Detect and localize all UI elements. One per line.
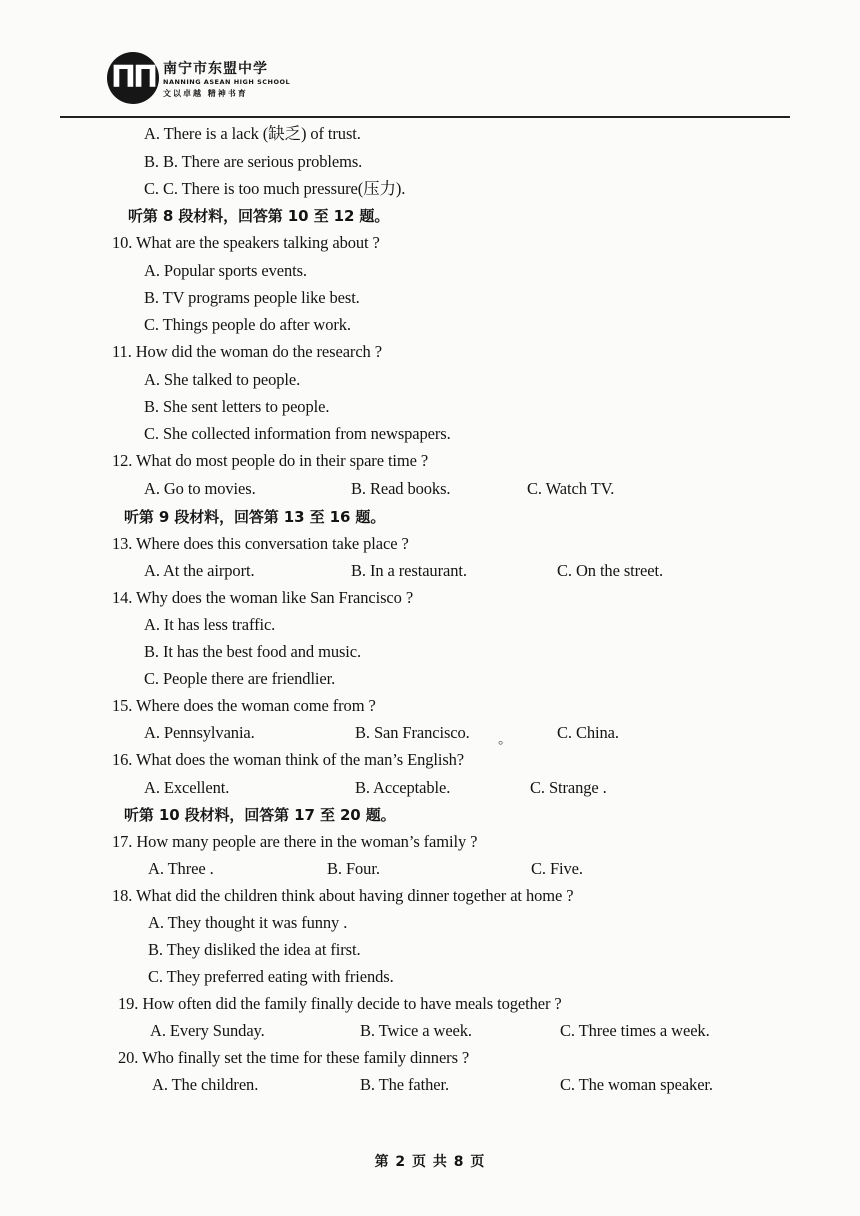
answer-option: A. Go to movies.: [144, 479, 256, 498]
school-motto: 文以卓越 精神书育: [163, 89, 248, 98]
answer-option: A. Three .: [148, 859, 214, 878]
section-instruction: 听第 10 段材料，回答第 17 至 20 题。: [124, 806, 396, 824]
answer-option: B. TV programs people like best.: [144, 288, 360, 307]
answer-option: C. Strange .: [530, 778, 607, 797]
answer-option: A. Excellent.: [144, 778, 230, 797]
question-text: 16. What does the woman think of the man’s English?: [112, 750, 465, 769]
answer-option: C. Three times a week.: [560, 1021, 710, 1040]
answer-option: C. On the street.: [557, 561, 663, 580]
answer-option: B. She sent letters to people.: [144, 397, 330, 416]
answer-option: B. Twice a week.: [360, 1021, 472, 1040]
answer-option: B. It has the best food and music.: [144, 642, 362, 661]
school-name-en: NANNING ASEAN HIGH SCHOOL: [163, 78, 291, 86]
answer-option: A. There is a lack (缺乏) of trust.: [144, 124, 361, 143]
answer-option: A. Every Sunday.: [150, 1021, 265, 1040]
page-number: 第 2 页 共 8 页: [374, 1154, 486, 1170]
header-divider: [60, 116, 790, 118]
answer-option: C. She collected information from newspapers.: [144, 424, 451, 443]
answer-option: B. The father.: [360, 1075, 450, 1094]
answer-option: A. They thought it was funny .: [148, 913, 348, 932]
answer-option: B. Read books.: [351, 479, 451, 498]
answer-option: B. Four.: [327, 859, 380, 878]
answer-option: C. Things people do after work.: [144, 315, 351, 334]
answer-option: B. San Francisco.: [355, 723, 470, 742]
answer-option: C. Watch TV.: [527, 479, 615, 498]
school-logo-icon: ΠΠ: [107, 52, 159, 104]
question-text: 10. What are the speakers talking about ?: [112, 233, 380, 252]
answer-option: C. Five.: [531, 859, 583, 878]
school-header: [107, 50, 427, 112]
answer-option: A. It has less traffic.: [144, 615, 276, 634]
answer-option: C. C. There is too much pressure(压力).: [144, 179, 406, 198]
section-instruction: 听第 9 段材料，回答第 13 至 16 题。: [124, 508, 386, 526]
answer-option: A. The children.: [152, 1075, 259, 1094]
question-text: 20. Who finally set the time for these family dinners ?: [118, 1048, 470, 1067]
answer-option: A. Popular sports events.: [144, 261, 307, 280]
question-text: 12. What do most people do in their spare time ?: [112, 451, 429, 470]
answer-option: A. At the airport.: [144, 561, 255, 580]
question-text: 18. What did the children think about having dinner together at home ?: [112, 886, 574, 905]
answer-option: B. They disliked the idea at first.: [148, 940, 361, 959]
answer-option: C. They preferred eating with friends.: [148, 967, 394, 986]
question-text: 13. Where does this conversation take place ?: [112, 534, 409, 553]
answer-option: B. Acceptable.: [355, 778, 451, 797]
answer-option: C. The woman speaker.: [560, 1075, 713, 1094]
school-name-cn: 南宁市东盟中学: [163, 61, 268, 77]
answer-option: B. B. There are serious problems.: [144, 152, 363, 171]
answer-option: C. People there are friendlier.: [144, 669, 336, 688]
answer-option: C. China.: [557, 723, 619, 742]
question-text: 19. How often did the family finally decide to have meals together ?: [118, 994, 562, 1013]
answer-option: B. In a restaurant.: [351, 561, 467, 580]
section-instruction: 听第 8 段材料，回答第 10 至 12 题。: [128, 207, 390, 225]
question-text: 15. Where does the woman come from ?: [112, 696, 376, 715]
question-text: 17. How many people are there in the woman’s family ?: [112, 832, 478, 851]
stray-mark: °: [498, 737, 504, 752]
question-text: 11. How did the woman do the research ?: [112, 342, 382, 361]
question-text: 14. Why does the woman like San Francisco ?: [112, 588, 414, 607]
answer-option: A. She talked to people.: [144, 370, 301, 389]
answer-option: A. Pennsylvania.: [144, 723, 255, 742]
